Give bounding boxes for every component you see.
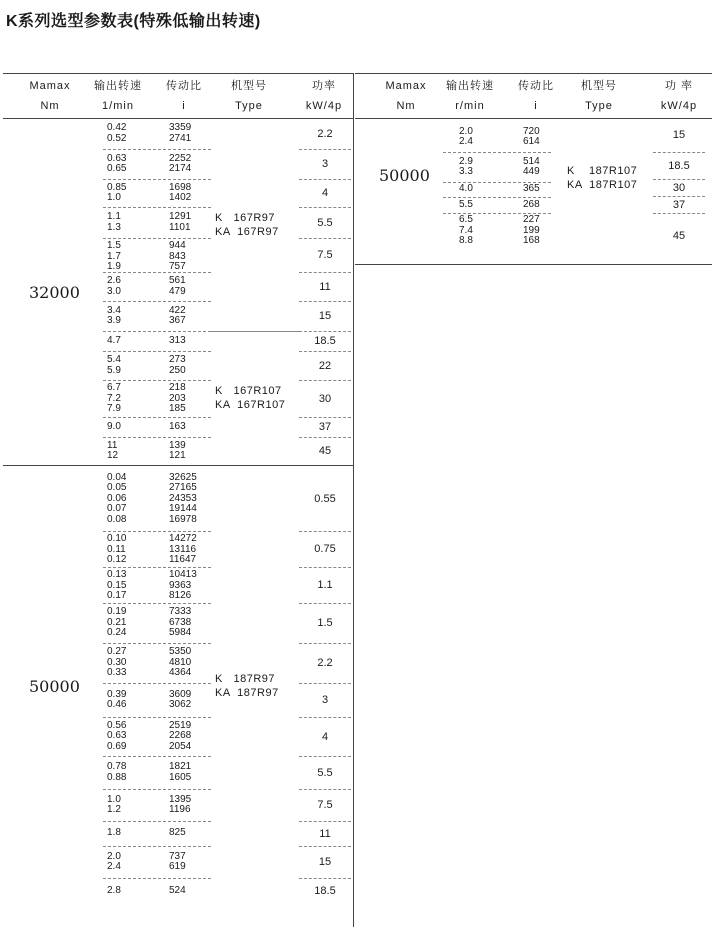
output-speed-values bbox=[107, 647, 126, 679]
ratio-value: 168 bbox=[523, 235, 540, 247]
power-value: 15 bbox=[672, 129, 686, 141]
power-value: 18.5 bbox=[668, 159, 690, 172]
ratio-value: 10413 bbox=[169, 569, 197, 580]
output-speed-value: 0.69 bbox=[107, 740, 127, 752]
ratio-value: 203 bbox=[169, 392, 186, 404]
header-model-unit: Type bbox=[235, 100, 263, 112]
output-speed-value: 3.3 bbox=[459, 166, 473, 177]
output-speed-values bbox=[107, 534, 126, 566]
model-separator bbox=[211, 331, 299, 332]
ratio-value: 9363 bbox=[169, 579, 192, 591]
ratio-values bbox=[523, 157, 540, 178]
left-selection-table bbox=[3, 73, 354, 927]
ratio-value: 19144 bbox=[169, 503, 197, 515]
ratio-value: 422 bbox=[169, 304, 186, 316]
output-speed-value: 1.5 bbox=[107, 240, 121, 251]
header-model-unit: Type bbox=[585, 100, 613, 112]
output-speed-values bbox=[459, 157, 473, 178]
ratio-values bbox=[169, 241, 186, 273]
power-value: 3 bbox=[321, 694, 329, 706]
output-speed-values bbox=[107, 241, 121, 273]
ratio-values bbox=[169, 441, 186, 462]
power-value: 5.5 bbox=[317, 766, 333, 779]
ratio-value: 199 bbox=[523, 224, 540, 236]
power-cell bbox=[653, 196, 705, 214]
output-speed-values bbox=[107, 721, 126, 753]
torque-value: 50000 bbox=[379, 165, 430, 185]
ratio-values bbox=[523, 215, 540, 247]
header-power bbox=[649, 76, 709, 116]
header-speed bbox=[87, 76, 149, 116]
power-cell bbox=[653, 213, 705, 259]
ratio-value: 14272 bbox=[169, 533, 197, 544]
ratio-value: 479 bbox=[169, 285, 186, 297]
output-speed-value: 12 bbox=[107, 450, 119, 461]
power-cell bbox=[299, 351, 351, 381]
ratio-value: 1291 bbox=[169, 211, 192, 222]
ratio-value: 313 bbox=[169, 334, 186, 346]
ratio-values bbox=[169, 886, 186, 897]
ratio-value: 5350 bbox=[169, 646, 192, 658]
ratio-values bbox=[169, 383, 186, 415]
output-speed-value: 0.17 bbox=[107, 590, 127, 601]
ratio-value: 8126 bbox=[169, 590, 192, 601]
output-speed-value: 7.4 bbox=[459, 224, 473, 236]
ratio-value: 720 bbox=[523, 125, 540, 137]
power-cell bbox=[299, 437, 351, 465]
header-model bbox=[219, 76, 279, 116]
ratio-value: 24353 bbox=[169, 492, 197, 504]
ratio-value: 16978 bbox=[169, 513, 197, 525]
output-speed-value: 0.05 bbox=[107, 482, 127, 494]
ratio-values bbox=[169, 828, 186, 839]
power-cell bbox=[299, 603, 351, 644]
ratio-value: 1395 bbox=[169, 793, 192, 805]
output-speed-values bbox=[107, 123, 126, 144]
output-speed-value: 0.07 bbox=[107, 503, 127, 515]
output-speed-value: 9.0 bbox=[107, 420, 121, 432]
ratio-value: 561 bbox=[169, 275, 186, 286]
output-speed-values bbox=[459, 184, 473, 195]
output-speed-value: 0.39 bbox=[107, 688, 127, 700]
output-speed-value: 5.9 bbox=[107, 364, 121, 376]
header-ratio-label: 传动比 bbox=[518, 80, 554, 92]
output-speed-value: 7.2 bbox=[107, 392, 121, 404]
header-speed-unit: r/min bbox=[455, 100, 485, 112]
model-type: K 167R107 KA 167R107 bbox=[215, 385, 286, 411]
ratio-value: 3062 bbox=[169, 699, 192, 710]
left-table-header bbox=[3, 74, 353, 119]
power-value: 15 bbox=[318, 856, 332, 868]
output-speed-value: 0.56 bbox=[107, 719, 127, 731]
output-speed-values bbox=[107, 183, 126, 204]
output-speed-value: 0.08 bbox=[107, 513, 127, 525]
power-cell bbox=[299, 331, 351, 352]
ratio-value: 367 bbox=[169, 315, 186, 326]
output-speed-value: 0.13 bbox=[107, 569, 127, 580]
ratio-value: 449 bbox=[523, 166, 540, 177]
right-table-header bbox=[355, 74, 712, 119]
ratio-value: 121 bbox=[169, 450, 186, 461]
ratio-value: 944 bbox=[169, 240, 186, 251]
header-power-unit: kW/4p bbox=[660, 100, 698, 112]
power-cell bbox=[299, 756, 351, 790]
output-speed-value: 6.7 bbox=[107, 382, 121, 393]
output-speed-value: 1.8 bbox=[107, 827, 121, 839]
ratio-values bbox=[169, 647, 191, 679]
power-cell bbox=[299, 301, 351, 332]
output-speed-value: 0.65 bbox=[107, 163, 127, 174]
ratio-values bbox=[169, 183, 191, 204]
ratio-values bbox=[169, 123, 191, 144]
output-speed-value: 6.5 bbox=[459, 214, 473, 226]
ratio-value: 1821 bbox=[169, 761, 192, 772]
power-value: 45 bbox=[318, 445, 332, 457]
ratio-value: 4810 bbox=[169, 656, 192, 668]
ratio-value: 268 bbox=[523, 198, 540, 210]
power-value: 18.5 bbox=[314, 335, 336, 347]
ratio-values bbox=[169, 795, 191, 816]
ratio-values bbox=[169, 721, 191, 753]
output-speed-value: 1.7 bbox=[107, 250, 121, 262]
output-speed-values bbox=[107, 276, 121, 297]
ratio-value: 2252 bbox=[169, 152, 192, 164]
ratio-values bbox=[523, 200, 540, 211]
power-value: 37 bbox=[318, 421, 332, 433]
output-speed-value: 0.21 bbox=[107, 616, 127, 628]
ratio-values bbox=[169, 762, 191, 783]
output-speed-value: 1.1 bbox=[107, 211, 121, 222]
power-cell bbox=[299, 179, 351, 208]
ratio-value: 757 bbox=[169, 261, 186, 272]
output-speed-value: 0.11 bbox=[107, 543, 126, 555]
ratio-values bbox=[523, 127, 540, 148]
header-torque-label: Mamax bbox=[385, 80, 427, 92]
power-cell bbox=[299, 149, 351, 180]
ratio-value: 13116 bbox=[169, 543, 197, 555]
header-model bbox=[569, 76, 629, 116]
output-speed-values bbox=[107, 336, 121, 347]
power-value: 0.55 bbox=[314, 493, 336, 505]
output-speed-value: 0.19 bbox=[107, 606, 127, 618]
output-speed-values bbox=[107, 852, 121, 873]
ratio-value: 619 bbox=[169, 861, 186, 872]
model-type: K 167R97 KA 167R97 bbox=[215, 211, 279, 238]
power-cell bbox=[653, 179, 705, 197]
power-value: 2.2 bbox=[317, 657, 333, 669]
power-value: 7.5 bbox=[317, 799, 333, 811]
model-type: K 187R97 KA 187R97 bbox=[215, 672, 279, 699]
output-speed-value: 0.30 bbox=[107, 656, 127, 668]
output-speed-value: 1.9 bbox=[107, 261, 121, 272]
power-cell bbox=[299, 643, 351, 684]
ratio-values bbox=[169, 473, 197, 526]
power-cell bbox=[299, 717, 351, 757]
ratio-value: 614 bbox=[523, 136, 540, 147]
power-cell bbox=[299, 272, 351, 302]
header-power-label: 功 率 bbox=[664, 80, 694, 92]
power-cell bbox=[299, 417, 351, 438]
power-value: 11 bbox=[319, 827, 331, 840]
output-speed-value: 7.9 bbox=[107, 403, 121, 414]
output-speed-value: 3.0 bbox=[107, 285, 121, 297]
header-ratio-unit: i bbox=[182, 100, 186, 112]
ratio-value: 3609 bbox=[169, 688, 192, 700]
power-value: 5.5 bbox=[317, 216, 333, 229]
power-cell bbox=[299, 683, 351, 718]
output-speed-value: 2.0 bbox=[107, 850, 121, 862]
output-speed-value: 0.24 bbox=[107, 627, 127, 639]
power-cell bbox=[299, 380, 351, 418]
ratio-value: 5984 bbox=[169, 627, 192, 639]
header-ratio-label: 传动比 bbox=[166, 80, 202, 92]
power-value: 7.5 bbox=[317, 249, 333, 261]
ratio-values bbox=[169, 852, 186, 873]
power-cell bbox=[299, 821, 351, 847]
output-speed-value: 2.0 bbox=[459, 125, 473, 137]
ratio-value: 843 bbox=[169, 250, 186, 262]
ratio-value: 3359 bbox=[169, 122, 192, 133]
ratio-value: 737 bbox=[169, 850, 186, 862]
output-speed-value: 5.4 bbox=[107, 354, 121, 365]
header-ratio-unit: i bbox=[534, 100, 538, 112]
output-speed-value: 3.4 bbox=[107, 304, 121, 316]
ratio-value: 1605 bbox=[169, 771, 192, 783]
header-model-label: 机型号 bbox=[231, 80, 267, 92]
output-speed-value: 2.8 bbox=[107, 884, 121, 896]
power-cell bbox=[299, 467, 351, 532]
ratio-values bbox=[169, 336, 186, 347]
power-cell bbox=[299, 846, 351, 879]
ratio-value: 227 bbox=[523, 214, 540, 226]
output-speed-value: 1.3 bbox=[107, 221, 121, 233]
ratio-value: 6738 bbox=[169, 616, 192, 628]
output-speed-value: 8.8 bbox=[459, 235, 473, 247]
output-speed-values bbox=[107, 383, 121, 415]
output-speed-values bbox=[107, 212, 121, 233]
output-speed-values bbox=[459, 127, 473, 148]
header-speed-label: 输出转速 bbox=[94, 80, 142, 92]
power-cell bbox=[299, 207, 351, 239]
output-speed-value: 0.52 bbox=[107, 132, 127, 144]
ratio-value: 32625 bbox=[169, 471, 197, 483]
power-cell bbox=[299, 567, 351, 604]
ratio-values bbox=[169, 306, 186, 327]
ratio-value: 1101 bbox=[169, 221, 191, 233]
power-value: 30 bbox=[672, 181, 686, 194]
header-power bbox=[297, 76, 351, 116]
power-cell bbox=[299, 531, 351, 568]
power-cell bbox=[299, 878, 351, 904]
power-value: 11 bbox=[319, 280, 331, 293]
output-speed-value: 0.33 bbox=[107, 667, 127, 679]
ratio-value: 1698 bbox=[169, 181, 192, 193]
page-title: K系列选型参数表(特殊低输出转速) bbox=[6, 13, 261, 30]
power-cell bbox=[653, 152, 705, 180]
ratio-values bbox=[169, 607, 191, 639]
ratio-value: 273 bbox=[169, 354, 186, 365]
output-speed-values bbox=[107, 762, 126, 783]
output-speed-value: 0.88 bbox=[107, 771, 127, 783]
output-speed-values bbox=[107, 355, 121, 376]
power-value: 2.2 bbox=[317, 127, 333, 140]
header-torque bbox=[15, 76, 85, 116]
power-value: 3 bbox=[321, 158, 329, 170]
output-speed-values bbox=[107, 795, 121, 816]
output-speed-values bbox=[107, 306, 121, 327]
output-speed-value: 2.9 bbox=[459, 155, 473, 167]
ratio-value: 365 bbox=[523, 183, 540, 195]
output-speed-values bbox=[459, 215, 473, 247]
header-speed-unit: 1/min bbox=[102, 100, 134, 112]
ratio-value: 2519 bbox=[169, 719, 192, 731]
speed-ratio-group bbox=[103, 437, 211, 465]
output-speed-value: 2.4 bbox=[459, 136, 473, 147]
power-value: 1.5 bbox=[317, 617, 333, 629]
ratio-values bbox=[169, 690, 191, 711]
right-selection-table bbox=[355, 73, 712, 265]
output-speed-values bbox=[459, 200, 473, 211]
ratio-value: 27165 bbox=[169, 482, 197, 494]
header-speed-label: 输出转速 bbox=[446, 80, 494, 92]
ratio-values bbox=[169, 534, 197, 566]
output-speed-value: 0.78 bbox=[107, 761, 127, 772]
ratio-value: 7333 bbox=[169, 606, 192, 618]
output-speed-value: 0.10 bbox=[107, 533, 127, 544]
output-speed-value: 0.27 bbox=[107, 646, 127, 658]
torque-value: 32000 bbox=[29, 282, 80, 302]
output-speed-value: 0.85 bbox=[107, 181, 127, 193]
ratio-value: 218 bbox=[169, 382, 186, 393]
ratio-value: 250 bbox=[169, 364, 186, 376]
power-value: 15 bbox=[318, 310, 332, 322]
ratio-value: 139 bbox=[169, 439, 186, 451]
ratio-values bbox=[169, 154, 191, 175]
output-speed-value: 1.2 bbox=[107, 804, 121, 815]
output-speed-value: 0.06 bbox=[107, 492, 127, 504]
output-speed-values bbox=[107, 828, 121, 839]
output-speed-value: 11 bbox=[107, 439, 118, 451]
ratio-value: 185 bbox=[169, 403, 186, 414]
output-speed-value: 5.5 bbox=[459, 198, 473, 210]
output-speed-value: 1.0 bbox=[107, 793, 121, 805]
power-value: 4 bbox=[321, 187, 329, 199]
ratio-value: 2741 bbox=[169, 132, 192, 144]
ratio-values bbox=[169, 276, 186, 297]
ratio-value: 4364 bbox=[169, 667, 192, 679]
output-speed-value: 0.12 bbox=[107, 554, 127, 565]
output-speed-value: 0.46 bbox=[107, 699, 127, 710]
header-torque-unit: Nm bbox=[40, 100, 60, 112]
output-speed-value: 4.0 bbox=[459, 183, 473, 195]
power-cell bbox=[299, 238, 351, 273]
output-speed-value: 0.15 bbox=[107, 579, 127, 591]
header-power-unit: kW/4p bbox=[305, 100, 343, 112]
output-speed-values bbox=[107, 607, 126, 639]
torque-value: 50000 bbox=[29, 676, 80, 696]
output-speed-value: 0.42 bbox=[107, 122, 127, 133]
ratio-value: 2054 bbox=[169, 740, 192, 752]
power-value: 45 bbox=[672, 230, 686, 242]
output-speed-values bbox=[107, 441, 118, 462]
ratio-values bbox=[169, 355, 186, 376]
power-value: 18.5 bbox=[314, 885, 336, 897]
header-power-label: 功率 bbox=[312, 80, 336, 92]
output-speed-value: 0.63 bbox=[107, 730, 127, 742]
power-cell bbox=[653, 118, 705, 153]
ratio-value: 11647 bbox=[169, 554, 197, 565]
ratio-value: 524 bbox=[169, 884, 186, 896]
header-torque bbox=[371, 76, 441, 116]
power-value: 30 bbox=[318, 392, 332, 405]
ratio-value: 2268 bbox=[169, 730, 192, 742]
output-speed-value: 0.63 bbox=[107, 152, 127, 164]
header-model-label: 机型号 bbox=[581, 80, 617, 92]
output-speed-values bbox=[107, 473, 126, 526]
power-value: 1.1 bbox=[317, 579, 333, 591]
output-speed-values bbox=[107, 690, 126, 711]
header-speed bbox=[439, 76, 501, 116]
output-speed-value: 2.4 bbox=[107, 861, 121, 872]
header-torque-unit: Nm bbox=[396, 100, 416, 112]
ratio-value: 1196 bbox=[169, 804, 191, 815]
ratio-values bbox=[169, 212, 191, 233]
power-cell bbox=[299, 118, 351, 150]
output-speed-values bbox=[107, 422, 121, 433]
ratio-values bbox=[169, 422, 186, 433]
header-ratio bbox=[159, 76, 209, 116]
output-speed-values bbox=[107, 570, 126, 602]
ratio-value: 1402 bbox=[169, 192, 192, 203]
ratio-value: 514 bbox=[523, 155, 540, 167]
ratio-values bbox=[523, 184, 540, 195]
power-cell bbox=[299, 789, 351, 822]
section-divider bbox=[3, 465, 353, 466]
ratio-value: 163 bbox=[169, 420, 186, 432]
power-value: 0.75 bbox=[314, 543, 336, 555]
ratio-value: 825 bbox=[169, 827, 186, 839]
power-value: 37 bbox=[672, 198, 686, 211]
power-value: 4 bbox=[321, 730, 329, 743]
output-speed-values bbox=[107, 886, 121, 897]
ratio-value: 2174 bbox=[169, 163, 192, 174]
output-speed-value: 3.9 bbox=[107, 315, 121, 326]
output-speed-value: 0.04 bbox=[107, 471, 127, 483]
output-speed-value: 1.0 bbox=[107, 192, 121, 203]
header-torque-label: Mamax bbox=[29, 80, 71, 92]
model-type: K 187R107 KA 187R107 bbox=[567, 164, 638, 191]
output-speed-value: 4.7 bbox=[107, 334, 121, 346]
ratio-values bbox=[169, 570, 197, 602]
output-speed-value: 2.6 bbox=[107, 275, 121, 286]
power-value: 22 bbox=[318, 359, 332, 372]
output-speed-values bbox=[107, 154, 126, 175]
header-ratio bbox=[511, 76, 561, 116]
